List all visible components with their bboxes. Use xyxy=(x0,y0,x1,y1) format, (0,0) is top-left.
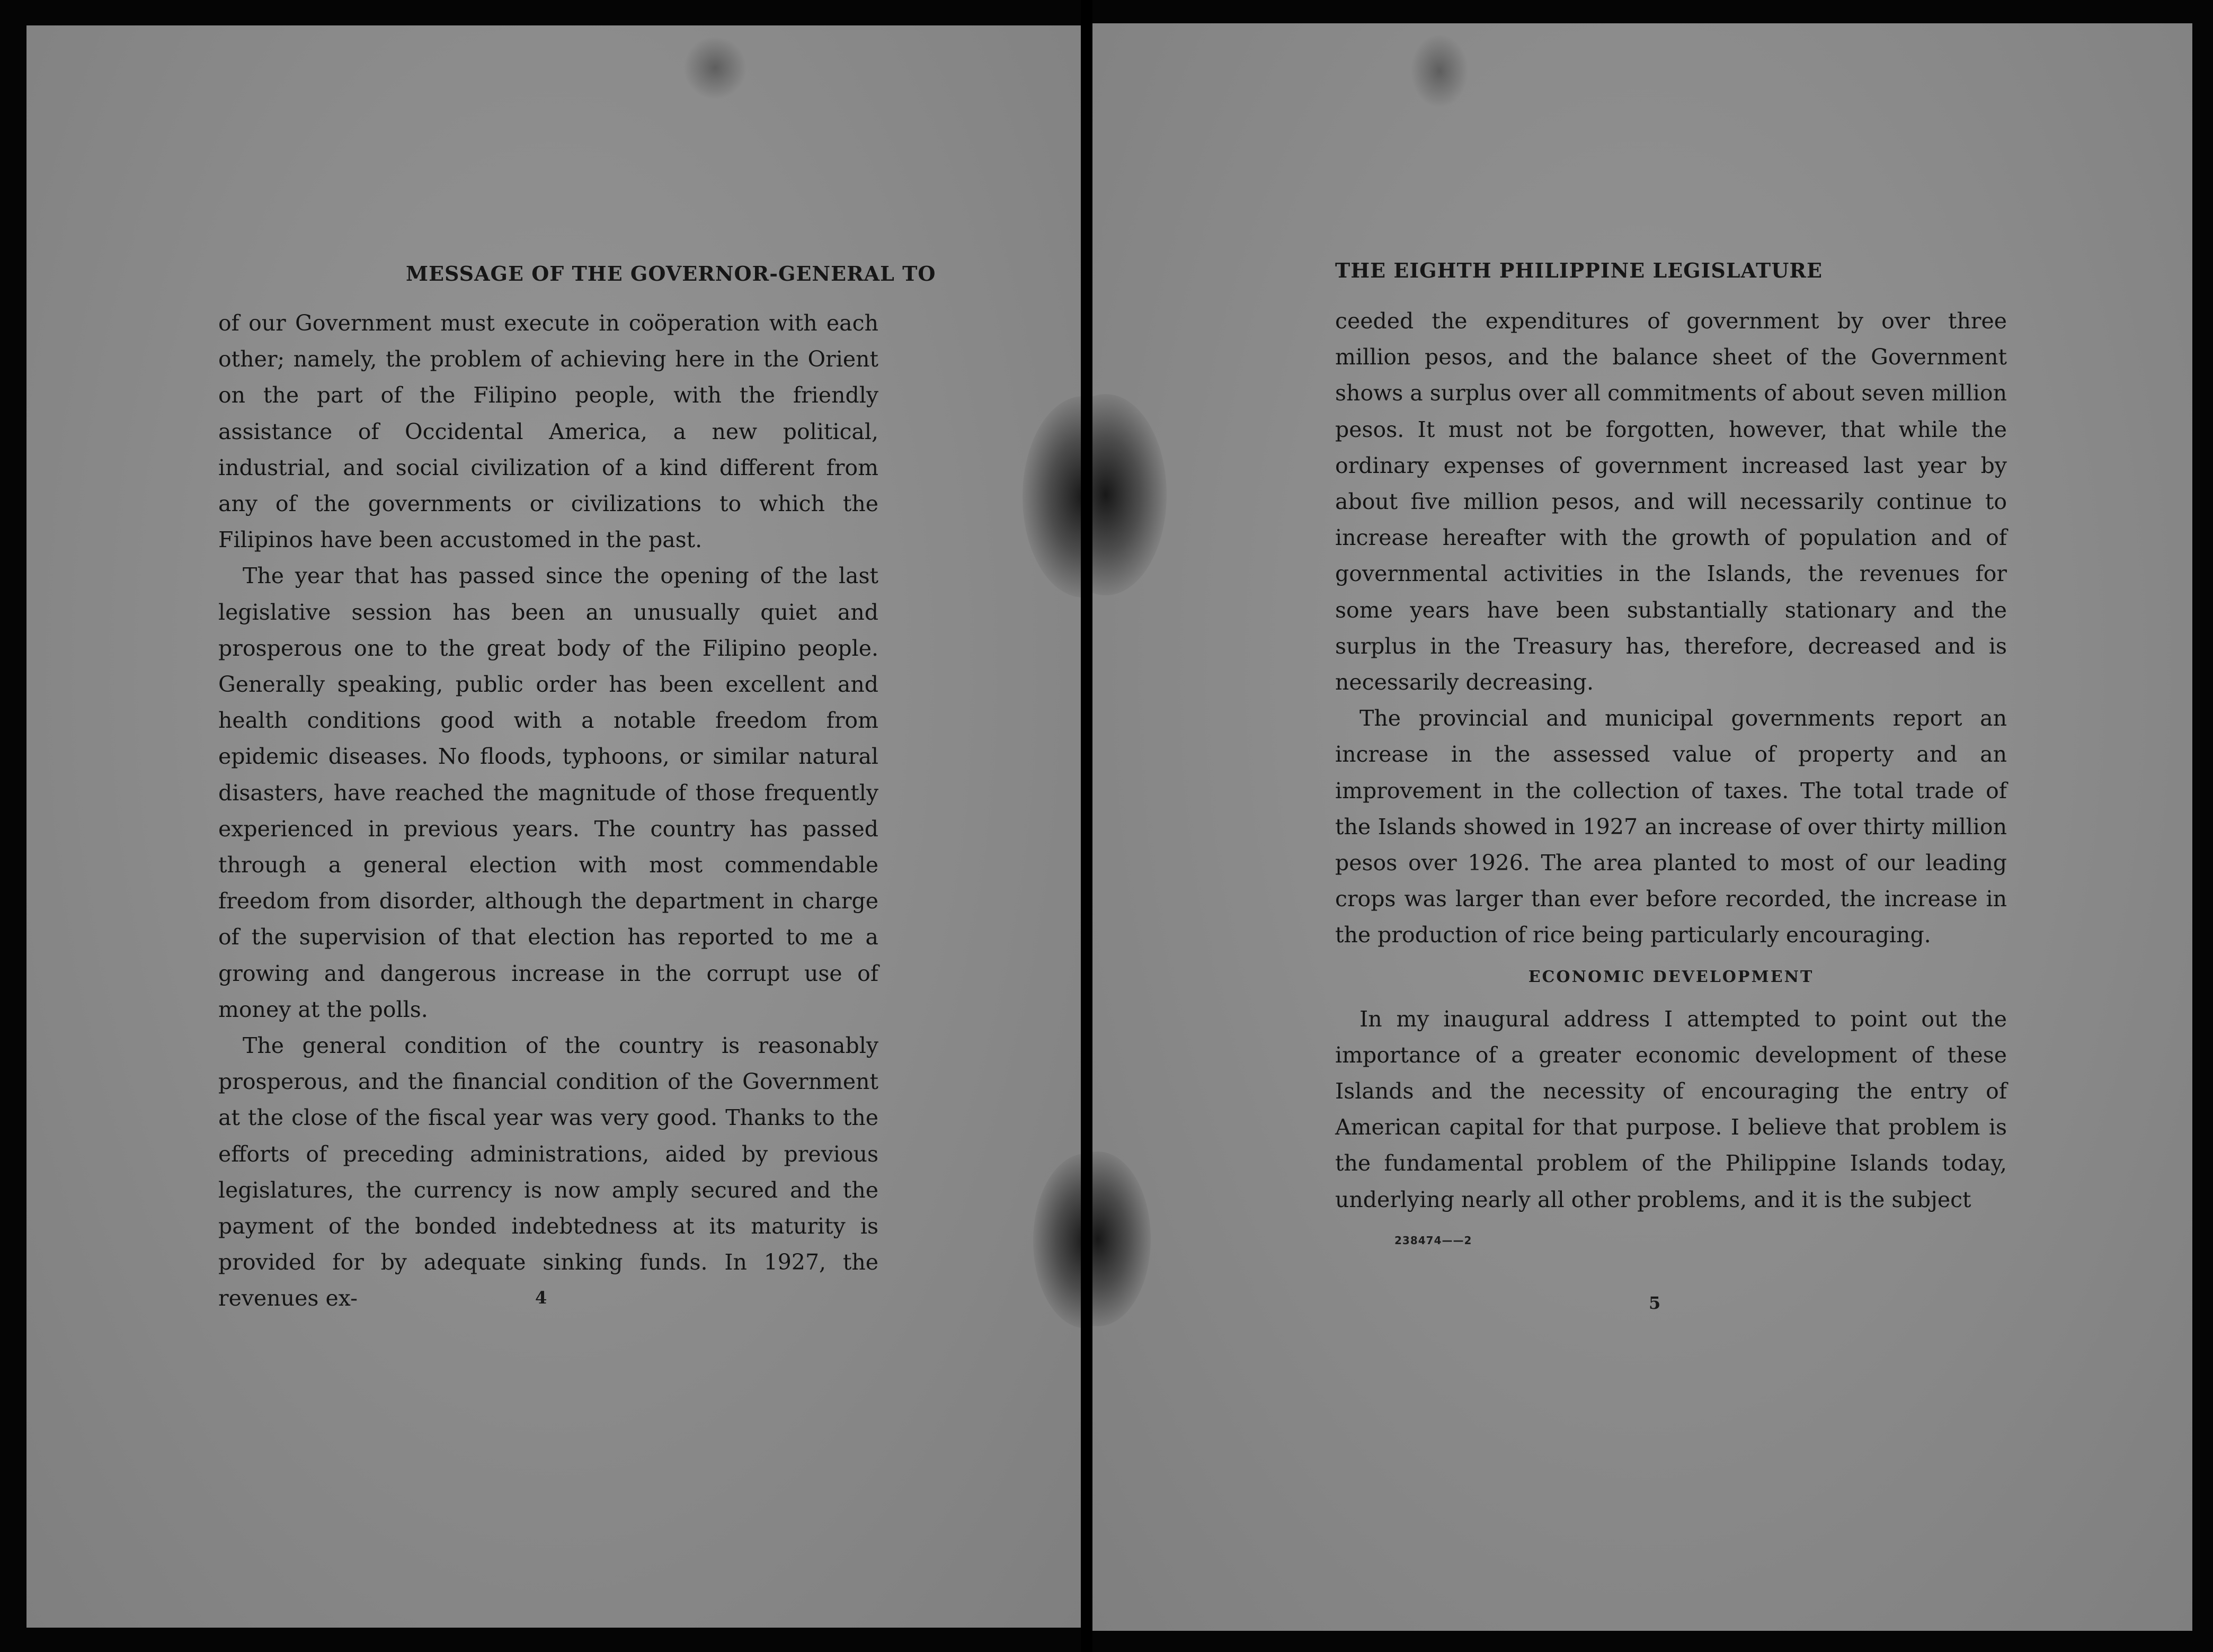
running-head-left: MESSAGE OF THE GOVERNOR-GENERAL TO xyxy=(406,262,936,285)
binding-shadow xyxy=(1092,394,1167,595)
page-smudge xyxy=(683,36,747,100)
paragraph: The year that has passed since the opening of the last legislative session has been an unusually quiet and prosperous one to the great body of the Filipino people. Generally speaking, public order has been excellent and health conditions good with a notable freedom from epidemic diseases. No floods, typhoons, or similar natural disasters, have reached the magnitude of those frequently experienced in previous years. The country has passed through a general election with most commendable freedom from disorder, although the department in charge of the supervision of that election has reported to me a growing and dangerous increase in the corrupt use of money at the polls. xyxy=(218,563,878,1022)
page-number-left: 4 xyxy=(535,1288,547,1308)
left-page xyxy=(26,25,1081,1628)
right-page xyxy=(1092,23,2192,1631)
section-heading: ECONOMIC DEVELOPMENT xyxy=(1528,967,1814,986)
page-smudge xyxy=(1410,34,1469,108)
page-number-right: 5 xyxy=(1649,1293,1661,1313)
left-body-text xyxy=(218,305,878,1317)
paragraph: of our Government must execute in coöperation with each other; namely, the problem of achieving here in the Orient on the part of the Filipino people, with the friendly assistance of Occidental America, a new political, industrial, and social civilization of a kind different from any of the governments or civilizations to which the Filipinos have been accustomed in the past. xyxy=(218,310,878,553)
paragraph: ceeded the expenditures of government by over three million pesos, and the balance sheet of the Government shows a surplus over all commitments of about seven million pesos. It must not be forgotten, however, that while the ordinary expenses of government increased last year by about five million pesos, and will necessarily continue to increase hereafter with the growth of population and of governmental activities in the Islands, the revenues for some years have been substantially stationary and the surplus in the Treasury has, therefore, decreased and is necessarily decreasing. xyxy=(1335,308,2007,695)
signature-mark: 238474——2 xyxy=(1394,1234,1472,1247)
binding-shadow xyxy=(1033,1154,1081,1328)
paragraph: In my inaugural address I attempted to point out the importance of a greater economic development of these Islands and the necessity of encouraging the entry of American capital for that purpose. I believe that problem is the fundamental problem of the Philippine Islands today, underlying nearly all other problems, and it is the subject xyxy=(1335,1006,2007,1212)
paragraph: The provincial and municipal governments report an increase in the assessed value of property and an improvement in the collection of taxes. The total trade of the Islands showed in 1927 an increase of over thirty million pesos over 1926. The area planted to most of our leading crops was larger than ever before recorded, the increase in the production of rice being particularly encouraging. xyxy=(1335,706,2007,948)
binding-shadow xyxy=(1023,396,1081,597)
paragraph: The general condition of the country is reasonably prosperous, and the financial condition of the Government at the close of the fiscal year was very good. Thanks to the efforts of preceding administrations, aided by previous legislatures, the currency is now amply secured and the payment of the bonded indebtedness at its maturity is provided for by adequate sinking funds. In 1927, the revenues ex- xyxy=(218,1033,878,1311)
right-body-text xyxy=(1335,303,2007,1218)
binding-shadow xyxy=(1092,1151,1151,1326)
book-gutter xyxy=(1081,0,1092,1652)
running-head-right: THE EIGHTH PHILIPPINE LEGISLATURE xyxy=(1335,258,1823,282)
